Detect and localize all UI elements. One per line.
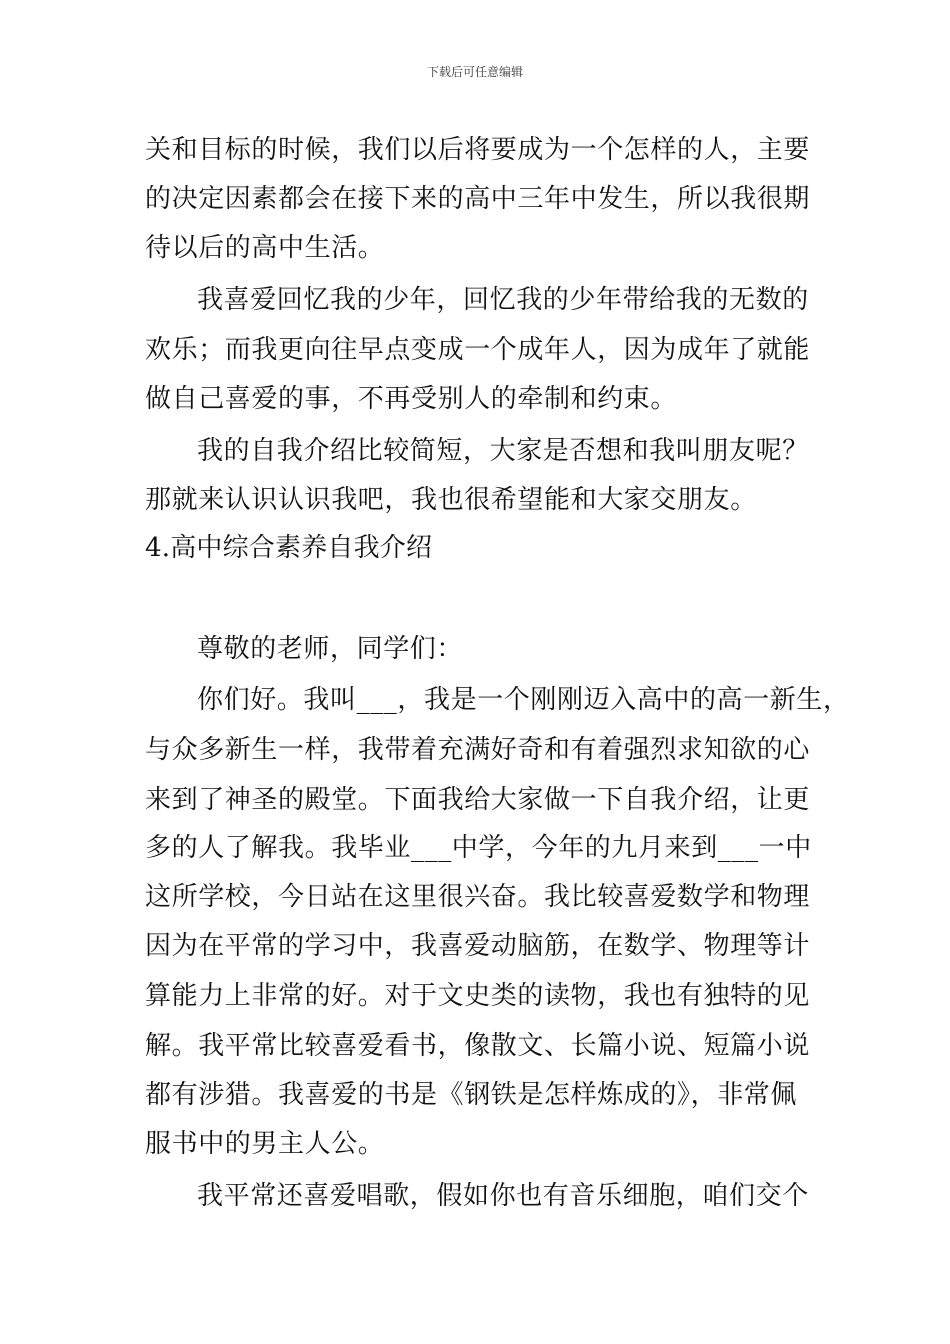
body-line: 都有涉猎。我喜爱的书是《钢铁是怎样炼成的》，非常佩 — [145, 1080, 798, 1110]
body-line: 做自己喜爱的事，不再受别人的牵制和约束。 — [145, 384, 678, 414]
body-line: 因为在平常的学习中，我喜爱动脑筋，在数学、物理等计 — [145, 931, 811, 961]
body-line: 的决定因素都会在接下来的高中三年中发生，所以我很期 — [145, 184, 811, 214]
body-line: 这所学校，今日站在这里很兴奋。我比较喜爱数学和物理 — [145, 882, 811, 912]
body-line: 待以后的高中生活。 — [145, 233, 385, 263]
body-line: 与众多新生一样，我带着充满好奇和有着强烈求知欲的心 — [145, 735, 811, 765]
body-line: 欢乐；而我更向往早点变成一个成年人，因为成年了就能 — [145, 335, 811, 365]
body-line: 解。我平常比较喜爱看书，像散文、长篇小说、短篇小说 — [145, 1031, 811, 1061]
body-line: 算能力上非常的好。对于文史类的读物，我也有独特的见 — [145, 981, 811, 1011]
paragraph-first-line: 我喜爱回忆我的少年，回忆我的少年带给我的无数的 — [197, 285, 809, 315]
salutation: 尊敬的老师，同学们： — [197, 634, 464, 664]
body-line: 关和目标的时候，我们以后将要成为一个怎样的人，主要 — [145, 135, 811, 165]
body-line: 多的人了解我。我毕业___中学，今年的九月来到___一中 — [145, 833, 812, 863]
page-header: 下载后可任意编辑 — [426, 65, 523, 79]
body-line: 服书中的男主人公。 — [145, 1129, 385, 1159]
body-line: 来到了神圣的殿堂。下面我给大家做一下自我介绍，让更 — [145, 785, 811, 815]
body-line: 那就来认识认识我吧，我也很希望能和大家交朋友。 — [145, 485, 757, 515]
paragraph-first-line: 我的自我介绍比较简短，大家是否想和我叫朋友呢？ — [197, 436, 809, 466]
paragraph-first-line: 你们好。我叫___，我是一个刚刚迈入高中的高一新生， — [197, 685, 850, 715]
paragraph-first-line: 我平常还喜爱唱歌，假如你也有音乐细胞，咱们交个 — [197, 1181, 809, 1211]
section-heading: 4.高中综合素养自我介绍 — [145, 533, 433, 563]
